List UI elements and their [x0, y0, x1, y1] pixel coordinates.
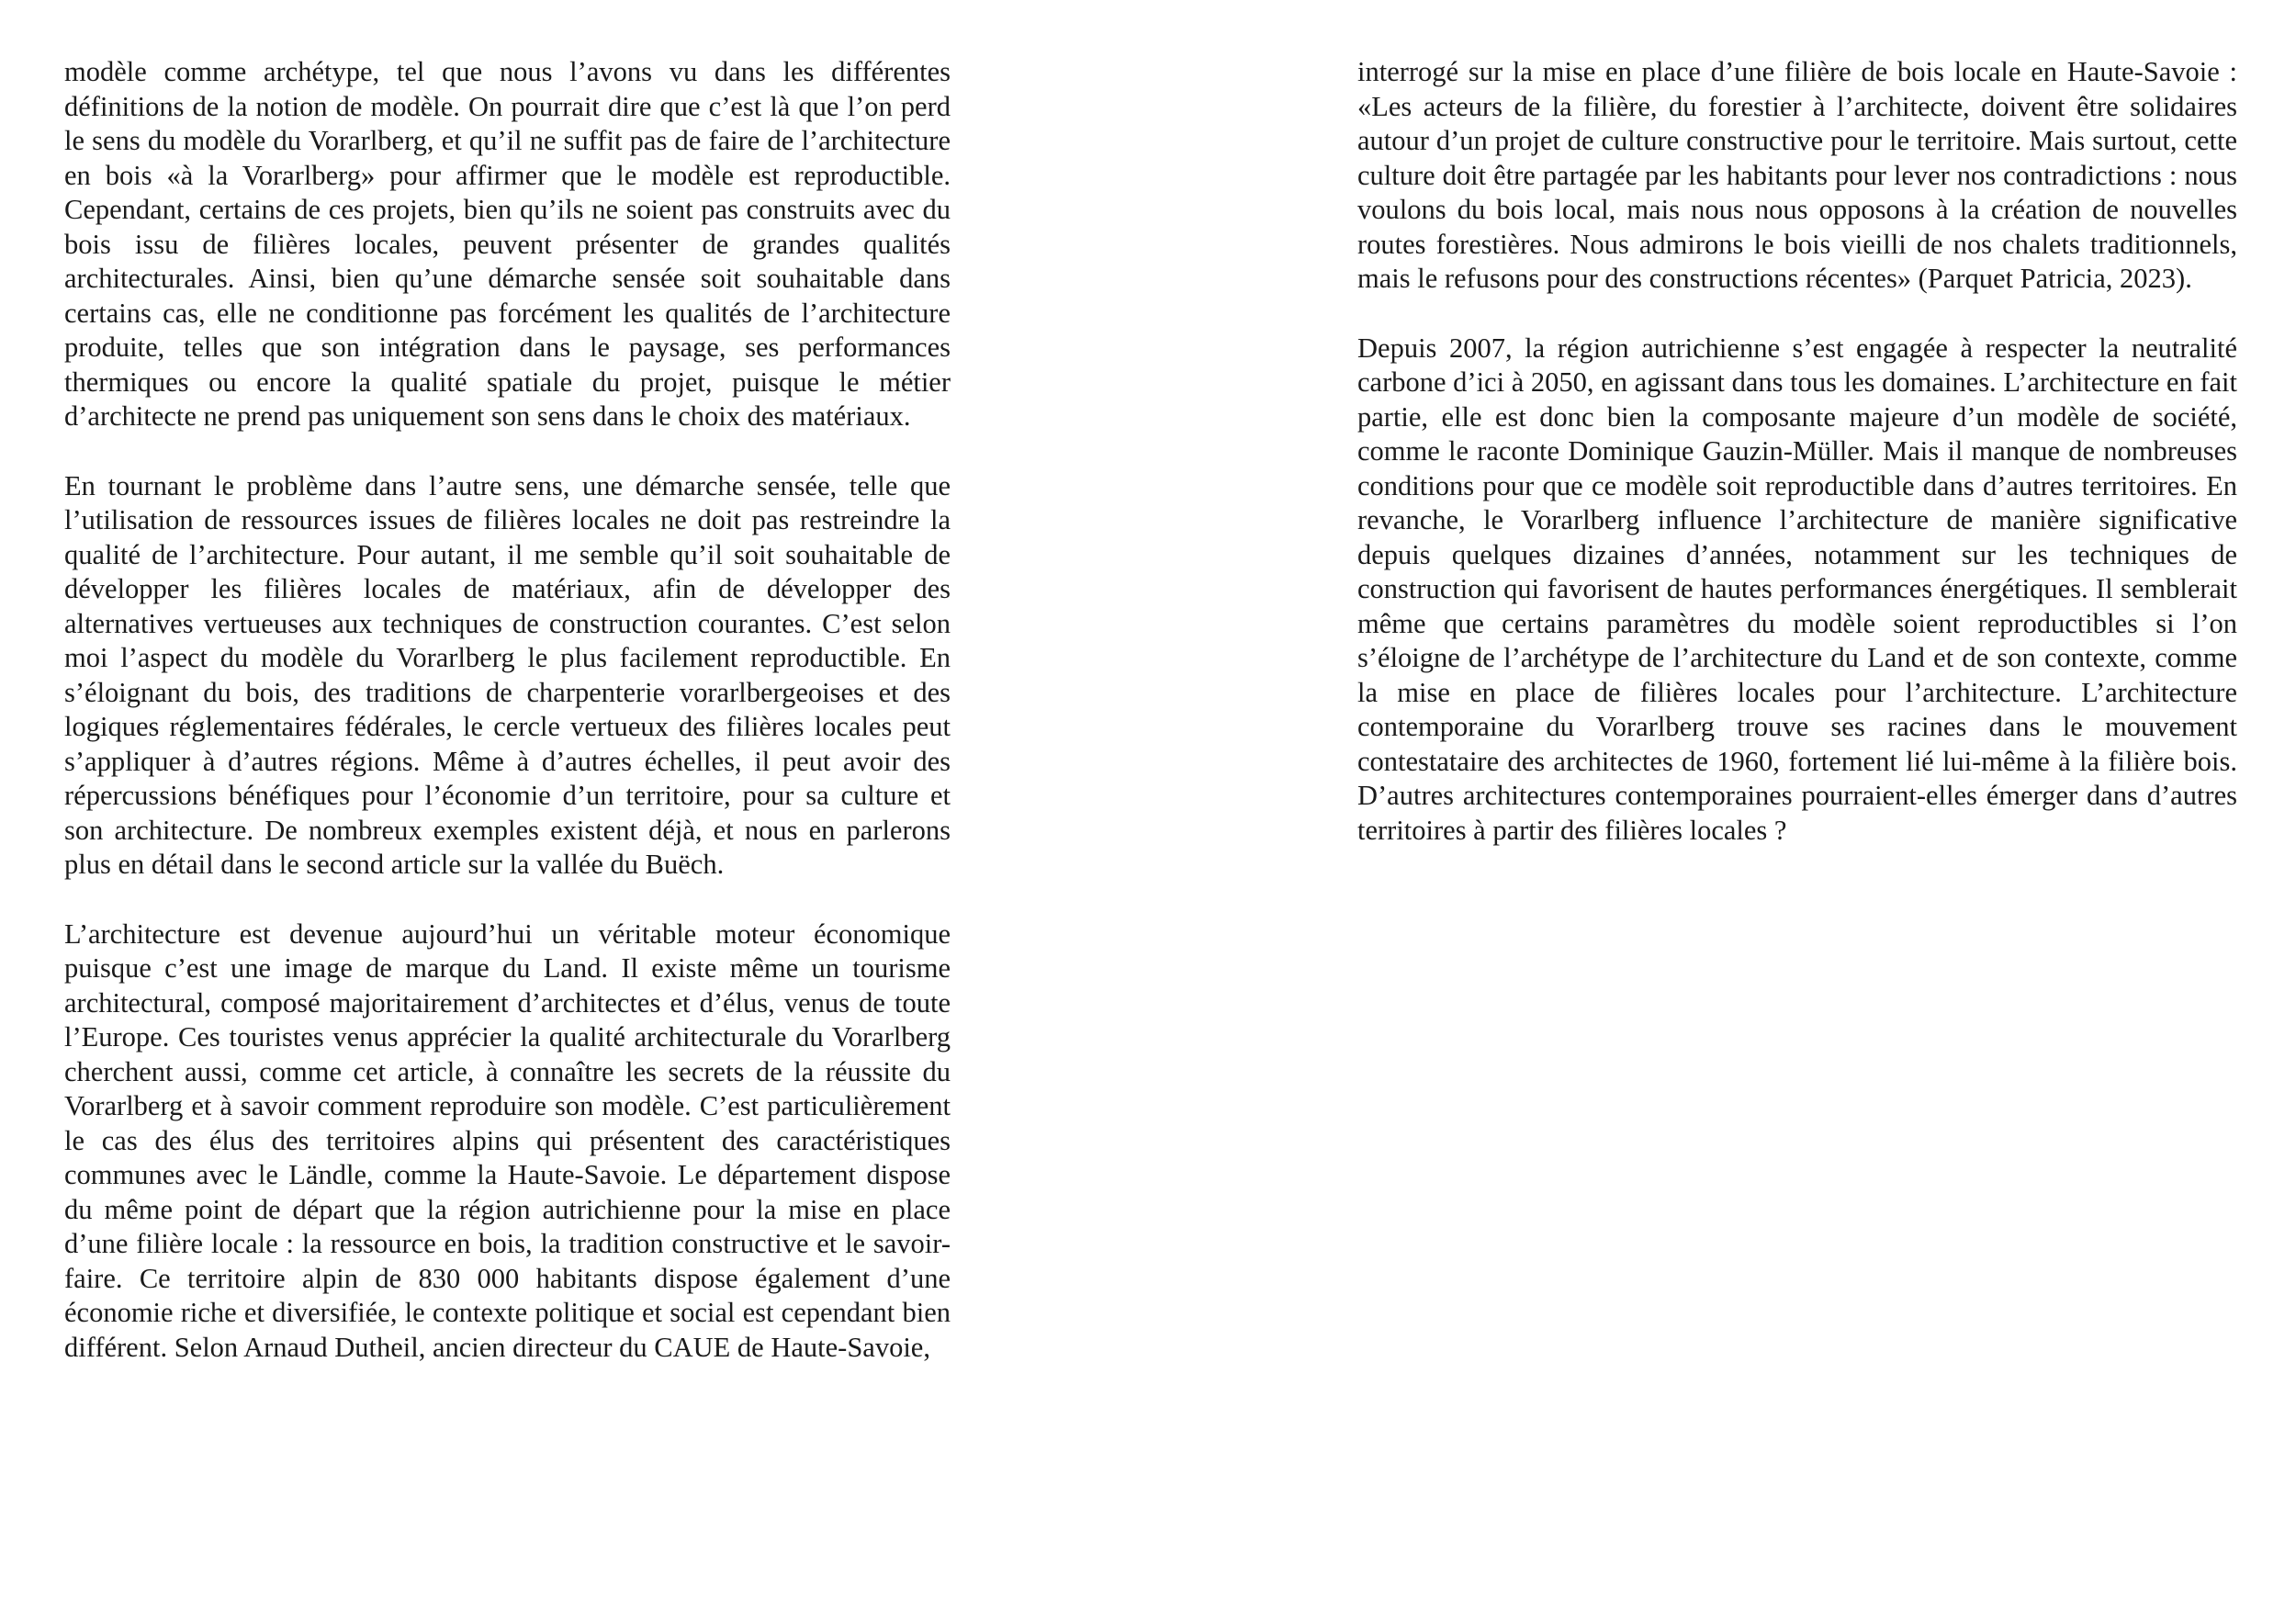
left-paragraph-3: L’architecture est devenue aujourd’hui un véritable moteur économique puisque c’est une image de marque du Land. Il existe même un tourisme architectural, composé majoritairement d’architectes et d’élus, venus de toute l’Europe. Ces touristes venus apprécier la qualité architecturale du Vorarlberg cherchent aussi, comme cet article, à connaître les secrets de la réussite du Vorarlberg et à savoir comment reproduire son modèle. C’est particulièrement le cas des élus des territoires alpins qui présentent des caractéristiques communes avec le Ländle, comme la Haute-Savoie. Le département dispose du même point de départ que la région autrichienne pour la mise en place d’une filière locale : la ressource en bois, la tradition constructive et le savoir-faire. Ce territoire alpin de 830 000 habitants dispose également d’une économie riche et diversifiée, le contexte politique et social est cependant bien différent. Selon Arnaud Dutheil, ancien directeur du CAUE de Haute-Savoie,	[64, 917, 951, 1363]
left-paragraph-1: modèle comme archétype, tel que nous l’avons vu dans les différentes définitions de la notion de modèle. On pourrait dire que c’est là que l’on perd le sens du modèle du Vorarlberg, et qu’il ne suffit pas de faire de l’architecture en bois «à la Vorarlberg» pour affirmer que le modèle est reproductible. Cependant, certains de ces projets, bien qu’ils ne soient pas construits avec du bois issu de filières locales, peuvent présenter de grandes qualités architecturales. Ainsi, bien qu’une démarche sensée soit souhaitable dans certains cas, elle ne conditionne pas forcément les qualités de l’architecture produite, telles que son intégration dans le paysage, ses performances thermiques ou encore la qualité spatiale du projet, puisque le métier d’architecte ne prend pas uniquement son sens dans le choix des matériaux.	[64, 56, 951, 432]
right-paragraph-2: Depuis 2007, la région autrichienne s’est engagée à respecter la neutralité carbone d’ici à 2050, en agissant dans tous les domaines. L’architecture en fait partie, elle est donc bien la composante majeure d’un modèle de société, comme le raconte Dominique Gauzin-Müller. Mais il manque de nombreuses conditions pour que ce modèle soit reproductible dans d’autres territoires. En revanche, le Vorarlberg influence l’architecture de manière significative depuis quelques dizaines d’années, notamment sur les techniques de construction qui favorisent de hautes performances énergétiques. Il semblerait même que certains paramètres du modèle soient reproductibles si l’on s’éloigne de l’archétype de l’architecture du Land et de son contexte, comme la mise en place de filières locales pour l’architecture. L’architecture contemporaine du Vorarlberg trouve ses racines dans le mouvement contestataire des architectes de 1960, fortement lié lui-même à la filière bois. D’autres architectures contemporaines pourraient-elles émerger dans d’autres territoires à partir des filières locales ?	[1357, 332, 2237, 846]
right-page	[1357, 55, 2237, 848]
left-paragraph-2: En tournant le problème dans l’autre sens, une démarche sensée, telle que l’utilisation de ressources issues de filières locales ne doit pas restreindre la qualité de l’architecture. Pour autant, il me semble qu’il soit souhaitable de développer les filières locales de matériaux, afin de développer des alternatives vertueuses aux techniques de construction courantes. C’est selon moi l’aspect du modèle du Vorarlberg le plus facilement reproductible. En s’éloignant du bois, des traditions de charpenterie vorarlbergeoises et des logiques réglementaires fédérales, le cercle vertueux des filières locales peut s’appliquer à d’autres régions. Même à d’autres échelles, il peut avoir des répercussions bénéfiques pour l’économie d’un territoire, pour sa culture et son architecture. De nombreux exemples existent déjà, et nous en parlerons plus en détail dans le second article sur la vallée du Buëch.	[64, 469, 951, 880]
left-page	[64, 55, 951, 1365]
right-paragraph-1: interrogé sur la mise en place d’une filière de bois locale en Haute-Savoie : «Les acteurs de la filière, du forestier à l’architecte, doivent être solidaires autour d’un projet de culture constructive pour le territoire. Mais surtout, cette culture doit être partagée par les habitants pour lever nos contradictions : nous voulons du bois local, mais nous nous opposons à la création de nouvelles routes forestières. Nous admirons le bois vieilli de nos chalets traditionnels, mais le refusons pour des constructions récentes» (Parquet Patricia, 2023).	[1357, 56, 2237, 294]
